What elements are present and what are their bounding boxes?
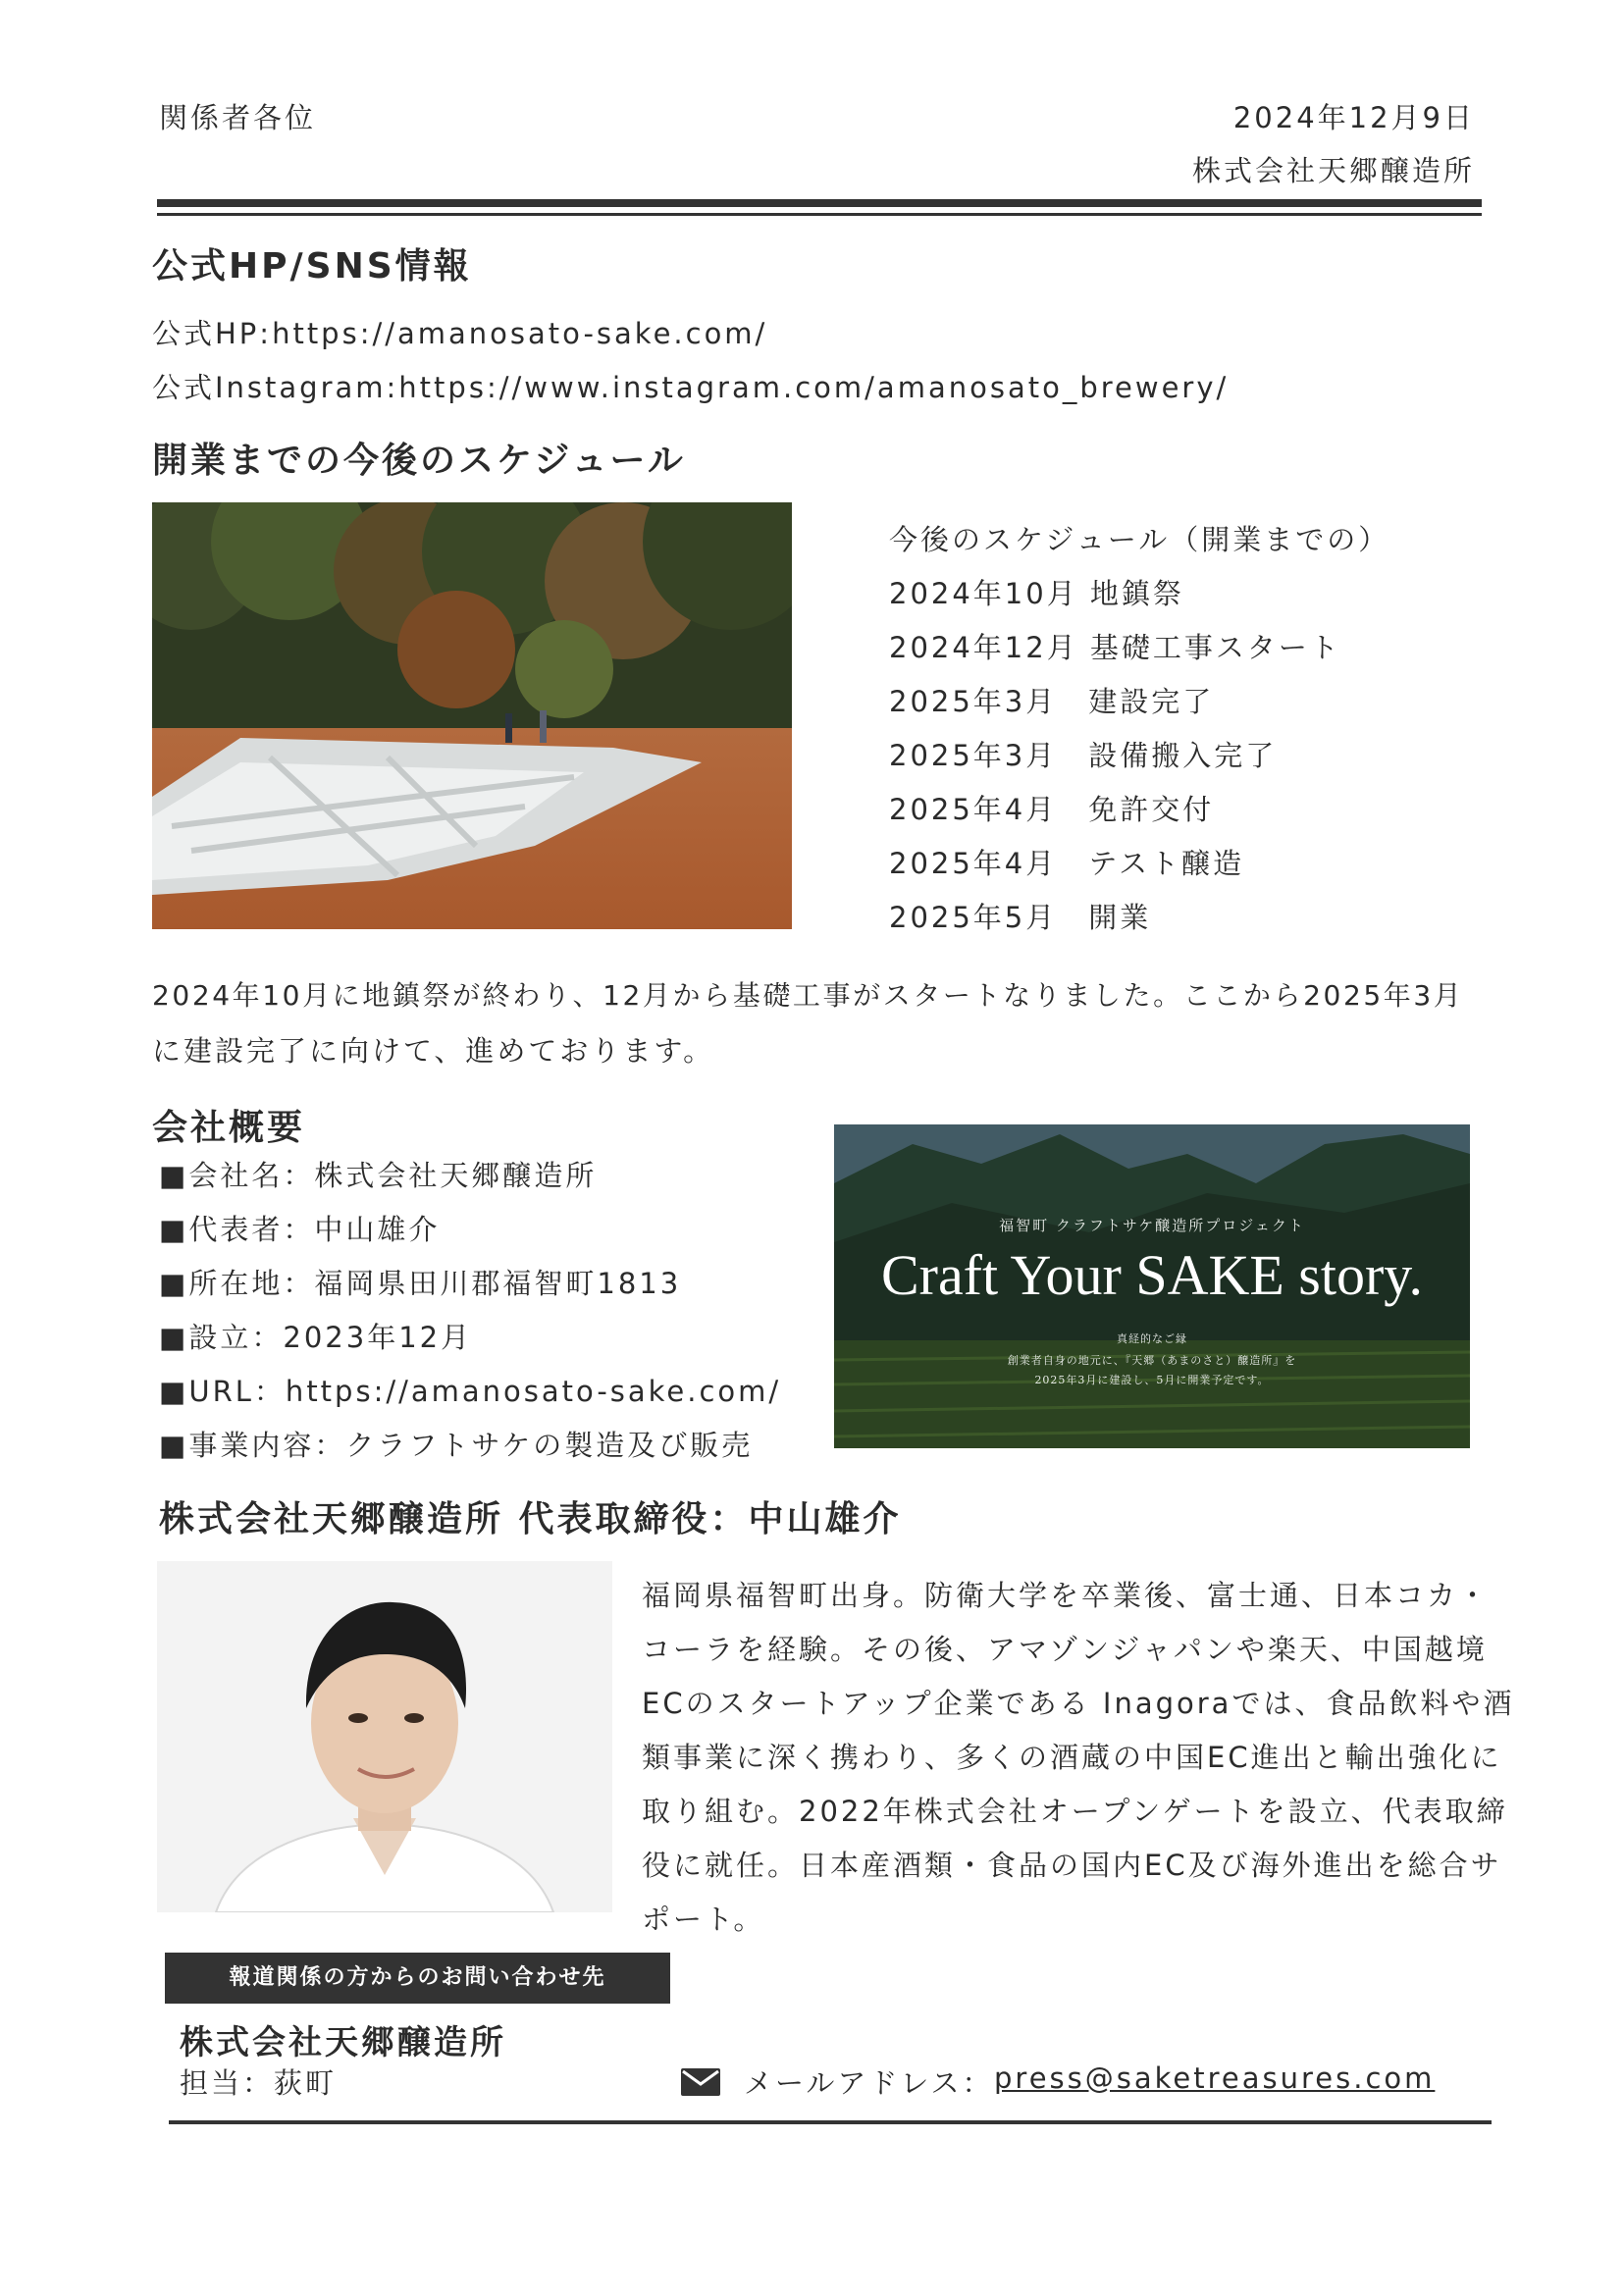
company-item: ■会社名：株式会社天郷醸造所 — [159, 1159, 598, 1192]
bio-line: 取り組む。2022年株式会社オープンゲートを設立、代表取締 — [642, 1795, 1508, 1828]
header-company: 株式会社天郷醸造所 — [1191, 154, 1475, 187]
sns-heading: 公式HP/SNS情報 — [152, 246, 472, 287]
schedule-item: 2025年5月 開業 — [889, 901, 1152, 934]
company-details — [159, 1154, 781, 1478]
banner-subtitle: 真経的なご縁 — [1117, 1332, 1187, 1345]
company-item: ■所在地：福岡県田川郡福智町1813 — [159, 1267, 682, 1300]
construction-site-photo — [152, 502, 792, 929]
banner-subtitle: 2025年3月に建設し、5月に開業予定です。 — [1034, 1374, 1270, 1386]
schedule-title: 今後のスケジュール（開業までの） — [889, 523, 1390, 556]
header-rule-thick — [157, 199, 1482, 207]
bio-line: 福岡県福智町出身。防衛大学を卒業後、富士通、日本コカ・ — [642, 1579, 1491, 1612]
company-item: ■URL：https://amanosato-sake.com/ — [159, 1375, 782, 1408]
mail-icon — [681, 2068, 720, 2100]
bio-line: ポート。 — [642, 1903, 765, 1936]
schedule-item: 2024年10月 地鎮祭 — [889, 577, 1184, 610]
schedule-heading: 開業までの今後のスケジュール — [152, 441, 686, 481]
footer-rule — [169, 2120, 1492, 2124]
company-item: ■代表者：中山雄介 — [159, 1213, 441, 1246]
contact-banner: 報道関係の方からのお問い合わせ先 — [165, 1953, 670, 2004]
banner-caption: 福智町 クラフトサケ醸造所プロジェクト — [999, 1217, 1305, 1234]
instagram-link[interactable]: 公式Instagram:https://www.instagram.com/amanosato_brewery/ — [152, 371, 1230, 404]
bio-line: 役に就任。日本産酒類・食品の国内EC及び海外進出を総合サ — [642, 1849, 1502, 1882]
schedule-item: 2025年4月 テスト醸造 — [889, 847, 1245, 880]
document-date: 2024年12月9日 — [1232, 101, 1475, 134]
header-rule-thin — [157, 213, 1482, 216]
ceo-heading: 株式会社天郷醸造所 代表取締役：中山雄介 — [159, 1499, 902, 1539]
schedule-body-line: 2024年10月に地鎮祭が終わり、12月から基礎工事がスタートなりました。ここから2025年3月 — [152, 979, 1464, 1012]
company-item: ■設立：2023年12月 — [159, 1321, 473, 1354]
banner-subtitle: 創業者自身の地元に、『天郷（あまのさと）醸造所』を — [1007, 1354, 1297, 1367]
email-label: メールアドレス： — [744, 2066, 994, 2100]
bio-line: コーラを経験。その後、アマゾンジャパンや楽天、中国越境 — [642, 1633, 1488, 1666]
schedule-list — [889, 518, 1389, 950]
hp-link[interactable]: 公式HP:https://amanosato-sake.com/ — [152, 317, 768, 350]
schedule-item: 2025年3月 建設完了 — [889, 685, 1215, 718]
schedule-body-line: に建設完了に向けて、進めております。 — [152, 1034, 715, 1068]
contact-company: 株式会社天郷醸造所 — [180, 2023, 506, 2062]
ceo-bio — [642, 1574, 1514, 1952]
schedule-item: 2025年3月 設備搬入完了 — [889, 739, 1278, 772]
schedule-item: 2024年12月 基礎工事スタート — [889, 631, 1341, 664]
banner-title: Craft Your SAKE story. — [880, 1243, 1424, 1307]
email-link[interactable]: press@saketreasures.com — [994, 2061, 1436, 2095]
addressee: 関係者各位 — [159, 101, 317, 134]
bio-line: 類事業に深く携わり、多くの酒蔵の中国EC進出と輸出強化に — [642, 1741, 1502, 1774]
company-heading: 会社概要 — [152, 1108, 306, 1148]
project-banner — [834, 1124, 1470, 1448]
contact-person: 担当：荻町 — [180, 2066, 338, 2100]
company-item: ■事業内容：クラフトサケの製造及び販売 — [159, 1429, 754, 1462]
ceo-portrait — [157, 1561, 612, 1912]
schedule-item: 2025年4月 免許交付 — [889, 793, 1215, 826]
bio-line: ECのスタートアップ企業である Inagoraでは、食品飲料や酒 — [642, 1687, 1515, 1720]
